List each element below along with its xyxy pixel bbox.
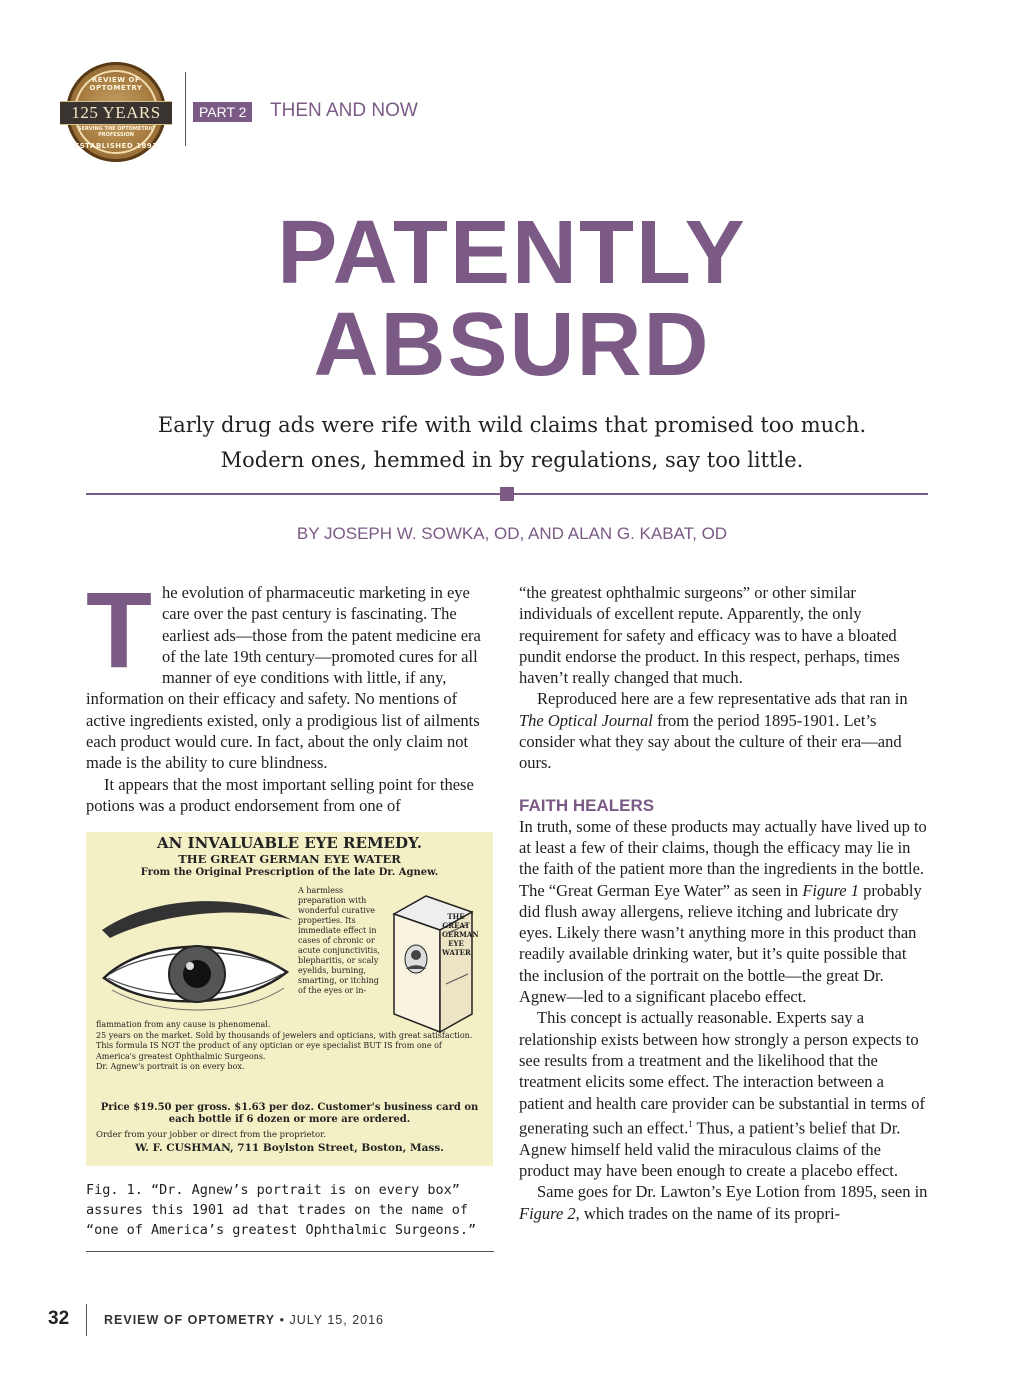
footer-text bbox=[104, 1313, 384, 1327]
caption-rule bbox=[86, 1251, 494, 1252]
seal-bottom-text: ESTABLISHED 1891 bbox=[74, 142, 158, 150]
footer-divider bbox=[86, 1304, 87, 1336]
eye-water-bottle bbox=[386, 884, 479, 1034]
ad-address: W. F. CUSHMAN, 711 Boylston Street, Boston, Mass. bbox=[135, 1142, 444, 1154]
ad-line-1: flammation from any cause is phenomenal. bbox=[96, 1020, 271, 1029]
p4-text-a: Reproduced here are a few representative ads that ran in bbox=[537, 689, 908, 709]
dek-line-1: Early drug ads were rife with wild claims that promised too much. bbox=[157, 413, 867, 437]
drop-cap: T bbox=[86, 569, 152, 690]
footer-bullet: • bbox=[279, 1313, 285, 1327]
ad-body bbox=[96, 1020, 479, 1073]
title-line-2: ABSURD bbox=[313, 295, 711, 395]
ad-price: Price $19.50 per gross. $1.63 per doz. Customer's business card on each bottle if 6 dozen or more are ordered. bbox=[100, 1102, 479, 1125]
p6-text-b: Thus, a patient’s belief that Dr. Agnew himself held valid the miraculous claims of the product may have been enough to create a placebo effect. bbox=[519, 1118, 901, 1180]
publication-name: REVIEW OF OPTOMETRY bbox=[104, 1313, 276, 1327]
dek-line-2: Modern ones, hemmed in by regulations, say too little. bbox=[220, 448, 804, 472]
seal-top-text: REVIEW OF OPTOMETRY bbox=[89, 76, 143, 92]
paragraph-2: It appears that the most important selling point for these potions was a product endorsement from one of bbox=[86, 774, 474, 815]
page-number: 32 bbox=[48, 1308, 70, 1329]
title-line-1: PATENTLY bbox=[277, 203, 747, 303]
ad-order: Order from your jobber or direct from the proprietor. bbox=[96, 1130, 326, 1140]
issue-date: JULY 15, 2016 bbox=[289, 1313, 384, 1327]
rule-ornament bbox=[500, 487, 514, 501]
figure-1-ref: Figure 1 bbox=[802, 880, 859, 900]
paragraph-5 bbox=[519, 816, 929, 1008]
paragraph-3: “the greatest ophthalmic surgeons” or other similar individuals of excellent repute. Apparently, the only requirement for safety and efficacy was to have a bloated pundit endorse the product. In this respect, perhaps, times haven’t really changed that much. bbox=[519, 583, 900, 688]
ad-line-2: 25 years on the market. Sold by thousands of jewelers and opticians, with great satisfaction. bbox=[96, 1030, 473, 1040]
figure-caption: Fig. 1. “Dr. Agnew’s portrait is on every box” assures this 1901 ad that trades on the name of “one of America’s greatest Ophthalmic Surgeons.” bbox=[86, 1182, 477, 1238]
column-right bbox=[519, 582, 929, 1224]
ad-headline: AN INVALUABLE EYE REMEDY. bbox=[156, 834, 422, 852]
journal-name: The Optical Journal bbox=[519, 710, 653, 730]
intro-text: he evolution of pharmaceutic marketing in eye care over the past century is fascinating. The earliest ads—those from the patent medicine era of the late 19th century—promoted cures for all manner of eye conditions with little, if any, information on their efficacy and safety. No mentions of active ingredients existed, only a prodigious list of ailments each product would cure. In fact, about the only claim not made is the ability to cure blindness. bbox=[86, 583, 481, 773]
paragraph-7 bbox=[519, 1181, 929, 1224]
column-left bbox=[86, 569, 490, 816]
header-divider bbox=[185, 72, 186, 146]
section-label: THEN AND NOW bbox=[270, 100, 418, 121]
dek bbox=[0, 408, 1024, 478]
anniversary-seal bbox=[66, 62, 166, 162]
bottle-label: THE GREAT GERMAN EYE WATER bbox=[442, 912, 479, 957]
ad-claim: A harmless preparation with wonderful curative properties. Its immediate effect in cases of chronic or acute conjunctivitis, blepharitis, or scaly eyelids, burning, smarting, or itching of the eyes or in- bbox=[298, 886, 380, 995]
p7-text-a: Same goes for Dr. Lawton’s Eye Lotion from 1895, seen in bbox=[537, 1182, 928, 1202]
seal-sub-text: SERVING THE OPTOMETRIC PROFESSION bbox=[77, 126, 155, 138]
ad-line-3: This formula IS NOT the product of any optician or eye specialist BUT IS from one of America's greatest Ophthalmic Surgeons. bbox=[96, 1041, 442, 1061]
subhead-faith-healers: FAITH HEALERS bbox=[519, 795, 655, 815]
paragraph-4 bbox=[519, 688, 929, 773]
p5-text-b: probably did flush away allergens, relieve itching and lubricate dry eyes. Likely there wasn’t anything more in this product than readily available drinking water, but it’s quite possible that the inclusion of the portrait on the bottle—the great Dr. Agnew—led to a significant placebo effect. bbox=[519, 880, 922, 1007]
part-label: PART 2 bbox=[193, 102, 252, 122]
paragraph-intro bbox=[86, 569, 490, 774]
byline: BY JOSEPH W. SOWKA, OD, AND ALAN G. KABAT, OD bbox=[296, 524, 728, 543]
p7-text-b: , which trades on the name of its propri- bbox=[575, 1203, 841, 1223]
eye-illustration bbox=[92, 890, 297, 1022]
seal-band-text: 125 YEARS bbox=[60, 101, 172, 125]
figure-1-ad bbox=[86, 832, 493, 1166]
p6-text-a: This concept is actually reasonable. Experts say a relationship exists between how strongly a person expects to see results from a treatment and the likelihood that the treatment elicits some effect. The interaction between a patient and health care provider can be substantial in terms of generating such an effect. bbox=[519, 1008, 925, 1138]
paragraph-6 bbox=[519, 1007, 929, 1181]
reference-1: 1 bbox=[688, 1118, 693, 1129]
ad-subline: From the Original Prescription of the late Dr. Agnew. bbox=[140, 867, 439, 878]
ad-product: THE GREAT GERMAN EYE WATER bbox=[178, 852, 401, 866]
figure-2-ref: Figure 2 bbox=[519, 1203, 576, 1223]
ad-line-4: Dr. Agnew's portrait is on every box. bbox=[96, 1062, 245, 1072]
p4-text-b: from the period 1895-1901. Let’s consider what they say about the culture of their era—and ours. bbox=[519, 710, 902, 773]
p5-text-a: In truth, some of these products may actually have lived up to at least a few of their claims, though the efficacy may lie in the faith of the patient more than the ingredients in the bottle. The “Great German Eye Water” as seen in bbox=[519, 816, 927, 900]
